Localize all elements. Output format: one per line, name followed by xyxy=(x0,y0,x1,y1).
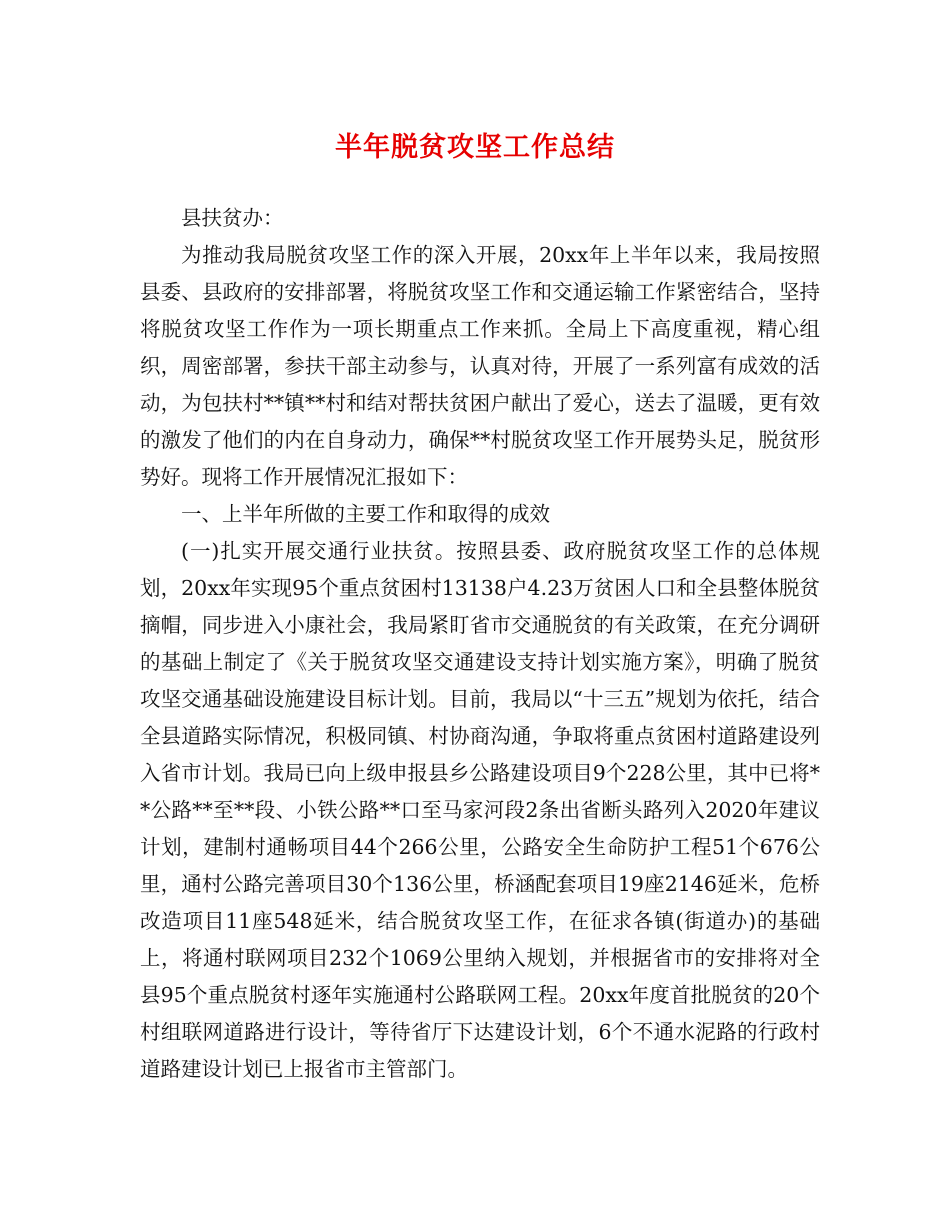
section-heading: 一、上半年所做的主要工作和取得的成效 xyxy=(181,502,550,526)
document-body xyxy=(140,200,820,1088)
intro-paragraph: 为推动我局脱贫攻坚工作的深入开展，20xx年上半年以来，我局按照县委、县政府的安排部署，将脱贫攻坚工作和交通运输工作紧密结合，坚持将脱贫攻坚工作作为一项长期重点工作来抓。全局上下高度重视，精心组织，周密部署，参扶干部主动参与，认真对待，开展了一系列富有成效的活动，为包扶村**镇**村和结对帮扶贫困户献出了爱心，送去了温暖，更有效的激发了他们的内在自身动力，确保**村脱贫攻坚工作开展势头足，脱贫形势好。现将工作开展情况汇报如下： xyxy=(140,243,820,489)
section-paragraph: (一)扎实开展交通行业扶贫。按照县委、政府脱贫攻坚工作的总体规划，20xx年实现95个重点贫困村13138户4.23万贫困人口和全县整体脱贫摘帽，同步进入小康社会，我局紧盯省市交通脱贫的有关政策，在充分调研的基础上制定了《关于脱贫攻坚交通建设支持计划实施方案》，明确了脱贫攻坚交通基础设施建设目标计划。目前，我局以“十三五”规划为依托，结合全县道路实际情况，积极同镇、村协商沟通，争取将重点贫困村道路建设列入省市计划。我局已向上级申报县乡公路建设项目9个228公里，其中已将**公路**至**段、小铁公路**口至马家河段2条出省断头路列入2020年建议计划，建制村通畅项目44个266公里，公路安全生命防护工程51个676公里，通村公路完善项目30个136公里，桥涵配套项目19座2146延米，危桥改造项目11座548延米，结合脱贫攻坚工作，在征求各镇(街道办)的基础上，将通村联网项目232个1069公里纳入规划，并根据省市的安排将对全县95个重点脱贫村逐年实施通村公路联网工程。20xx年度首批脱贫的20个村组联网道路进行设计，等待省厅下达建设计划，6个不通水泥路的行政村道路建设计划已上报省市主管部门。 xyxy=(140,539,820,1081)
document-title: 半年脱贫攻坚工作总结 xyxy=(335,132,615,163)
salutation: 县扶贫办： xyxy=(181,206,284,230)
